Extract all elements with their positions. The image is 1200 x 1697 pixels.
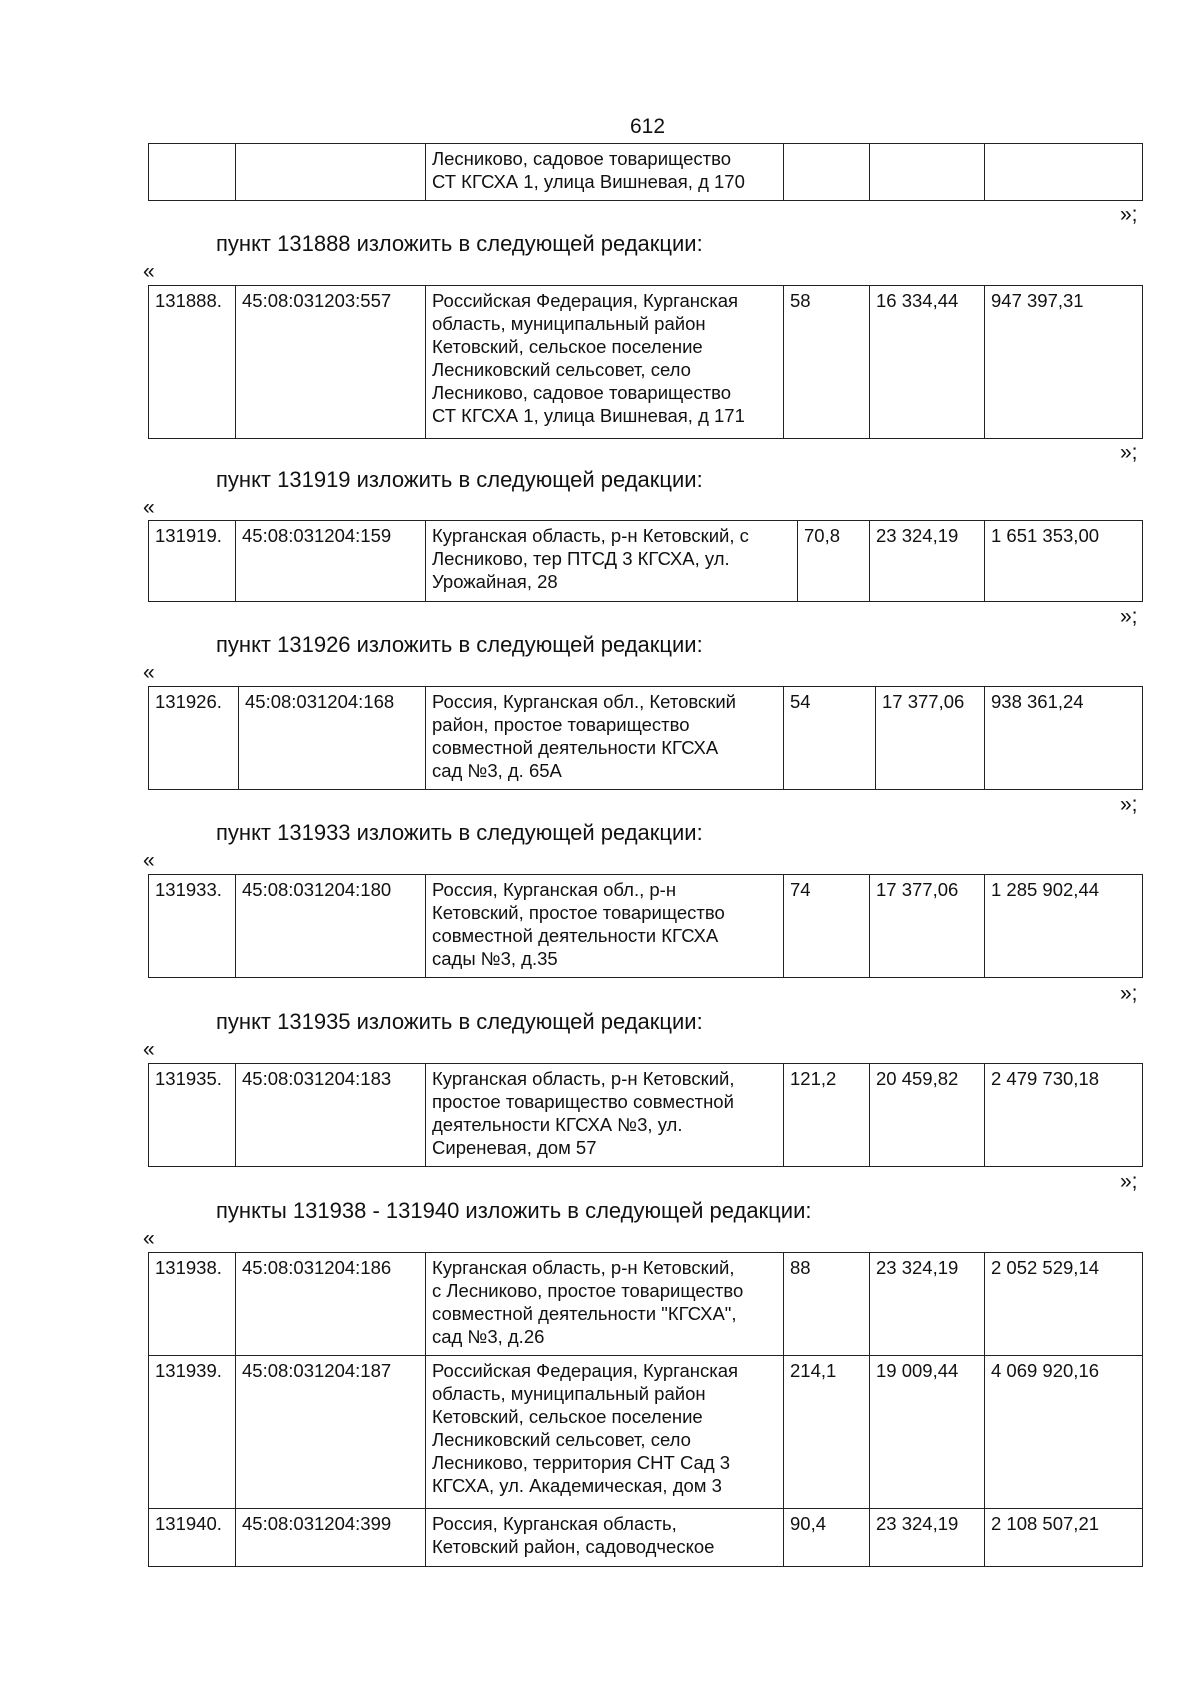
closing-quote: »;: [1120, 982, 1138, 1005]
cell-area: [784, 144, 870, 201]
cell-rate: [870, 144, 985, 201]
cell-value: 2 052 529,14: [985, 1253, 1143, 1356]
cell-number: [149, 144, 236, 201]
cell-address: Лесниково, садовое товарищество СТ КГСХА 1, улица Вишневая, д 170: [426, 144, 784, 201]
cell-number: 131938.: [149, 1253, 236, 1356]
cell-rate: 23 324,19: [870, 521, 985, 602]
cell-cadastral: [236, 144, 426, 201]
amendment-table: [148, 686, 1143, 790]
cell-value: 1 285 902,44: [985, 875, 1143, 978]
cell-value: 947 397,31: [985, 286, 1143, 439]
amendment-table: [148, 1252, 1143, 1567]
table-row: [149, 144, 1143, 201]
table-row: [149, 1253, 1143, 1356]
closing-quote: »;: [1120, 605, 1138, 628]
cell-address: Курганская область, р-н Кетовский, простое товарищество совместной деятельности КГСХА №3, ул. Сиреневая, дом 57: [426, 1064, 784, 1167]
closing-quote: »;: [1120, 793, 1138, 816]
amendment-table: [148, 285, 1143, 439]
amendment-instruction: пункт 131933 изложить в следующей редакции:: [216, 820, 703, 845]
table-row: [149, 1064, 1143, 1167]
closing-quote: »;: [1120, 203, 1138, 226]
amendment-table: [148, 520, 1143, 602]
cell-area: 54: [784, 687, 876, 790]
cell-number: 131888.: [149, 286, 236, 439]
opening-quote: «: [143, 496, 155, 519]
cell-rate: 19 009,44: [870, 1356, 985, 1509]
opening-quote: «: [143, 260, 155, 283]
amendment-table: [148, 874, 1143, 978]
cell-rate: 20 459,82: [870, 1064, 985, 1167]
table-row: [149, 875, 1143, 978]
cell-cadastral: 45:08:031204:168: [239, 687, 426, 790]
cell-area: 121,2: [784, 1064, 870, 1167]
cell-rate: 17 377,06: [876, 687, 985, 790]
cell-number: 131933.: [149, 875, 236, 978]
opening-quote: «: [143, 1227, 155, 1250]
cell-cadastral: 45:08:031204:183: [236, 1064, 426, 1167]
continuation-table: [148, 143, 1143, 201]
cell-cadastral: 45:08:031204:180: [236, 875, 426, 978]
opening-quote: «: [143, 661, 155, 684]
cell-area: 70,8: [798, 521, 870, 602]
cell-area: 88: [784, 1253, 870, 1356]
cell-number: 131919.: [149, 521, 236, 602]
cell-number: 131939.: [149, 1356, 236, 1509]
cell-area: 74: [784, 875, 870, 978]
cell-address: Курганская область, р-н Кетовский, с Лесниково, простое товарищество совместной деятельности "КГСХА", сад №3, д.26: [426, 1253, 784, 1356]
cell-cadastral: 45:08:031204:399: [236, 1509, 426, 1567]
cell-value: 2 479 730,18: [985, 1064, 1143, 1167]
cell-cadastral: 45:08:031204:159: [236, 521, 426, 602]
table-row: [149, 687, 1143, 790]
cell-number: 131940.: [149, 1509, 236, 1567]
cell-cadastral: 45:08:031203:557: [236, 286, 426, 439]
cell-rate: 17 377,06: [870, 875, 985, 978]
table-row: [149, 521, 1143, 602]
amendment-instruction: пункт 131919 изложить в следующей редакции:: [216, 467, 703, 492]
cell-address: Курганская область, р-н Кетовский, с Лесниково, тер ПТСД 3 КГСХА, ул. Урожайная, 28: [426, 521, 798, 602]
closing-quote: »;: [1120, 1170, 1138, 1193]
cell-rate: 16 334,44: [870, 286, 985, 439]
cell-number: 131926.: [149, 687, 239, 790]
amendment-table: [148, 1063, 1143, 1167]
cell-address: Российская Федерация, Курганская область, муниципальный район Кетовский, сельское поселение Лесниковский сельсовет, село Лесниково, садовое товарищество СТ КГСХА 1, улица Вишневая, д 171: [426, 286, 784, 439]
cell-address: Российская Федерация, Курганская область, муниципальный район Кетовский, сельское поселение Лесниковский сельсовет, село Лесниково, территория СНТ Сад 3 КГСХА, ул. Академическая, дом 3: [426, 1356, 784, 1509]
cell-cadastral: 45:08:031204:186: [236, 1253, 426, 1356]
cell-area: 90,4: [784, 1509, 870, 1567]
cell-address: Россия, Курганская обл., Кетовский район, простое товарищество совместной деятельности КГСХА сад №3, д. 65А: [426, 687, 784, 790]
cell-value: 1 651 353,00: [985, 521, 1143, 602]
table-row: [149, 286, 1143, 439]
cell-address: Россия, Курганская обл., р-н Кетовский, простое товарищество совместной деятельности КГСХА сады №3, д.35: [426, 875, 784, 978]
amendment-instruction: пункт 131926 изложить в следующей редакции:: [216, 632, 703, 657]
amendment-instruction: пункт 131888 изложить в следующей редакции:: [216, 231, 703, 256]
cell-address: Россия, Курганская область, Кетовский район, садоводческое: [426, 1509, 784, 1567]
cell-value: 938 361,24: [985, 687, 1143, 790]
cell-value: [985, 144, 1143, 201]
cell-number: 131935.: [149, 1064, 236, 1167]
cell-rate: 23 324,19: [870, 1509, 985, 1567]
cell-cadastral: 45:08:031204:187: [236, 1356, 426, 1509]
opening-quote: «: [143, 849, 155, 872]
amendment-instruction: пункты 131938 - 131940 изложить в следующей редакции:: [216, 1198, 812, 1223]
cell-area: 214,1: [784, 1356, 870, 1509]
page-number: 612: [629, 115, 666, 138]
cell-rate: 23 324,19: [870, 1253, 985, 1356]
opening-quote: «: [143, 1038, 155, 1061]
table-row: [149, 1356, 1143, 1509]
cell-area: 58: [784, 286, 870, 439]
closing-quote: »;: [1120, 441, 1138, 464]
amendment-instruction: пункт 131935 изложить в следующей редакции:: [216, 1009, 703, 1034]
cell-value: 4 069 920,16: [985, 1356, 1143, 1509]
table-row: [149, 1509, 1143, 1567]
cell-value: 2 108 507,21: [985, 1509, 1143, 1567]
